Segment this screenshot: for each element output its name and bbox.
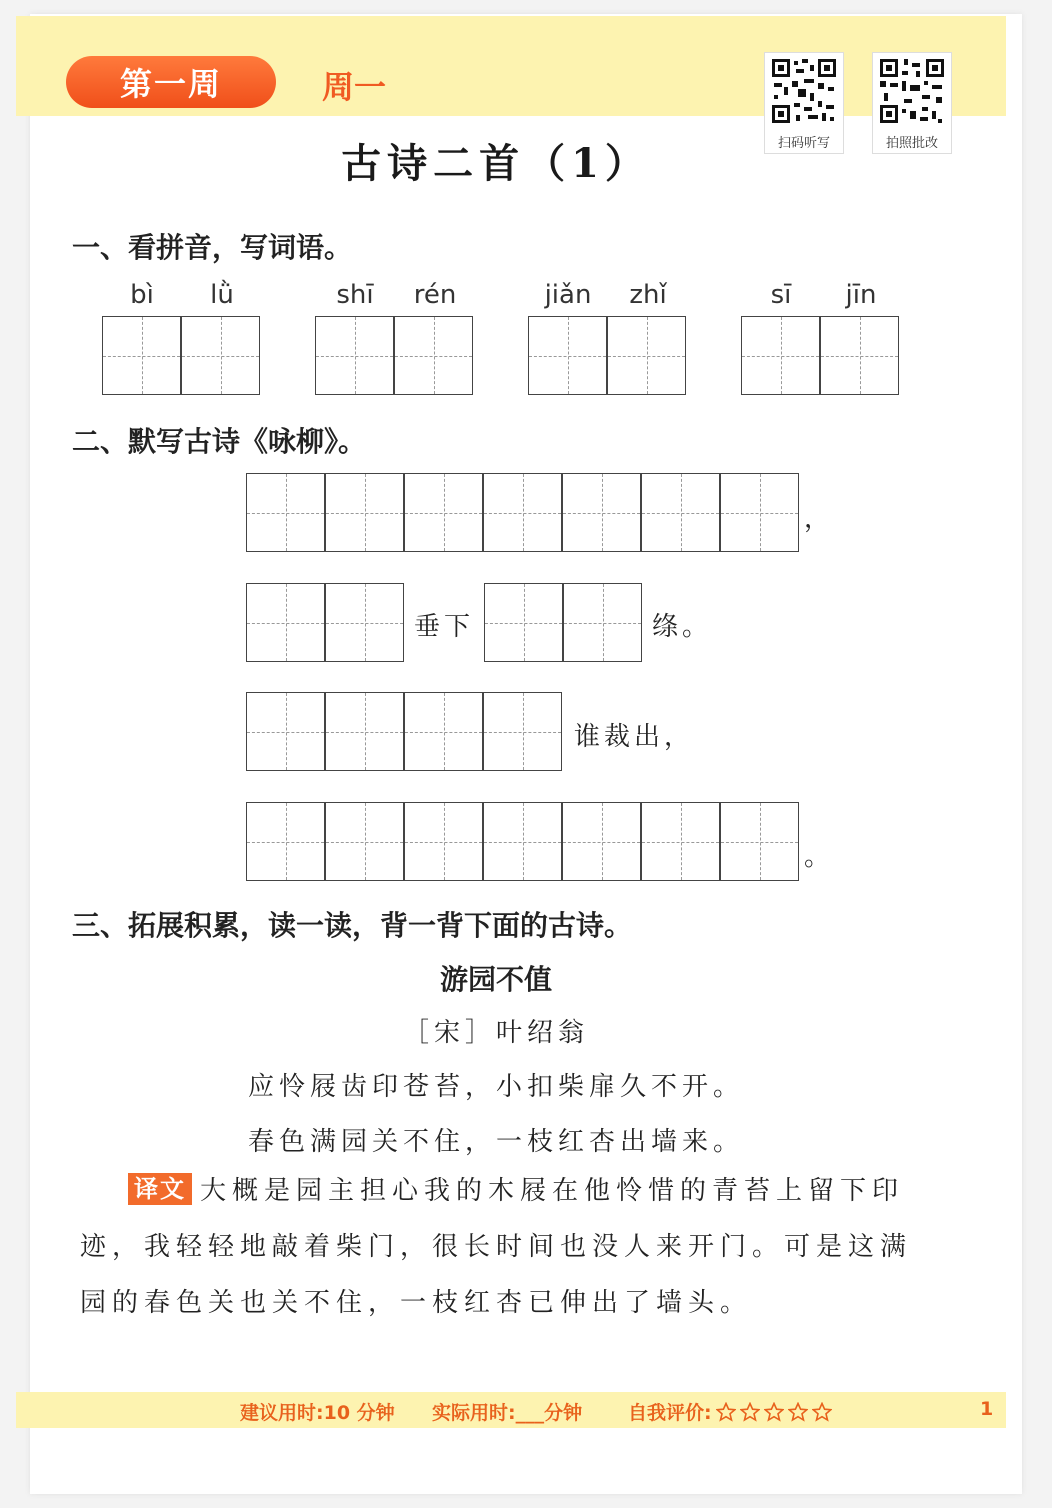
answer-cell[interactable] (404, 692, 483, 771)
answer-cell[interactable] (404, 473, 483, 552)
qr-label: 拍照批改 (885, 136, 938, 151)
qr-code-icon (878, 57, 946, 125)
answer-cell[interactable] (528, 316, 607, 395)
suggested-time: 建议用时:10 分钟 (240, 1402, 395, 1424)
pinyin-label: shī (336, 280, 374, 310)
answer-cell[interactable] (246, 802, 325, 881)
pinyin-label: sī (770, 280, 792, 310)
star-icon[interactable] (740, 1402, 760, 1422)
self-evaluation (628, 1398, 832, 1425)
answer-cell[interactable] (246, 692, 325, 771)
punctuation: ， (804, 504, 835, 534)
answer-cell[interactable] (562, 802, 641, 881)
section3-heading: 三、拓展积累，读一读，背一背下面的古诗。 (72, 909, 633, 942)
answer-cell[interactable] (720, 473, 799, 552)
actual-time: 实际用时:___分钟 (432, 1402, 583, 1424)
answer-cell[interactable] (483, 802, 562, 881)
footer-bar (16, 1392, 1006, 1428)
answer-cell[interactable] (562, 473, 641, 552)
answer-cell[interactable] (484, 583, 563, 662)
answer-cell[interactable] (563, 583, 642, 662)
self-eval-label: 自我评价: (628, 1402, 712, 1424)
answer-cell[interactable] (325, 473, 404, 552)
translation-text: 大概是园主担心我的木屐在他怜惜的青苔上留下印迹，我轻轻地敲着柴门，很长时间也没人来开门。可是这满园的春色关也关不住，一枝红杏已伸出了墙头。 (80, 1176, 913, 1318)
poem-title: 游园不值 (439, 963, 552, 996)
punctuation: 。 (804, 842, 835, 872)
qr-code-icon (770, 57, 838, 125)
pinyin-label: jiǎn (544, 280, 592, 310)
poem-line: 应怜屐齿印苍苔，小扣柴扉久不开。 (247, 1072, 744, 1102)
answer-cell[interactable] (315, 316, 394, 395)
answer-cell[interactable] (325, 583, 404, 662)
answer-cell[interactable] (741, 316, 820, 395)
answer-cell[interactable] (102, 316, 181, 395)
answer-cell[interactable] (404, 802, 483, 881)
section2-heading: 二、默写古诗《咏柳》。 (72, 425, 367, 458)
answer-cell[interactable] (641, 473, 720, 552)
pinyin-label: rén (413, 280, 457, 310)
given-text: 绦。 (652, 612, 713, 642)
answer-cell[interactable] (720, 802, 799, 881)
answer-cell[interactable] (246, 473, 325, 552)
star-icon[interactable] (764, 1402, 784, 1422)
answer-cell[interactable] (394, 316, 473, 395)
poem-author: ［宋］叶绍翁 (402, 1018, 589, 1048)
answer-cell[interactable] (246, 583, 325, 662)
answer-cell[interactable] (483, 473, 562, 552)
qr-label: 扫码听写 (777, 136, 830, 151)
star-icon[interactable] (788, 1402, 808, 1422)
translation-tag: 译文 (128, 1173, 192, 1205)
answer-cell[interactable] (181, 316, 260, 395)
star-rating[interactable] (712, 1402, 832, 1424)
answer-cell[interactable] (325, 692, 404, 771)
poem-line: 春色满园关不住，一枝红杏出墙来。 (247, 1127, 744, 1157)
page-title: 古诗二首（1） (341, 140, 651, 187)
section1-heading: 一、看拼音，写词语。 (72, 231, 353, 264)
star-icon[interactable] (812, 1402, 832, 1422)
answer-cell[interactable] (641, 802, 720, 881)
page-number: 1 (980, 1398, 994, 1420)
given-text: 垂下 (414, 612, 475, 642)
answer-cell[interactable] (607, 316, 686, 395)
pinyin-label: bì (130, 280, 154, 310)
translation-paragraph (80, 1163, 940, 1331)
answer-cell[interactable] (483, 692, 562, 771)
pinyin-label: jīn (845, 280, 877, 310)
answer-cell[interactable] (820, 316, 899, 395)
pinyin-label: zhǐ (629, 280, 667, 310)
given-text: 谁裁出， (574, 722, 695, 752)
pinyin-label: lǜ (210, 280, 234, 310)
week-badge: 第一周 (66, 56, 276, 108)
star-icon[interactable] (716, 1402, 736, 1422)
day-label: 周一 (322, 68, 387, 106)
answer-cell[interactable] (325, 802, 404, 881)
